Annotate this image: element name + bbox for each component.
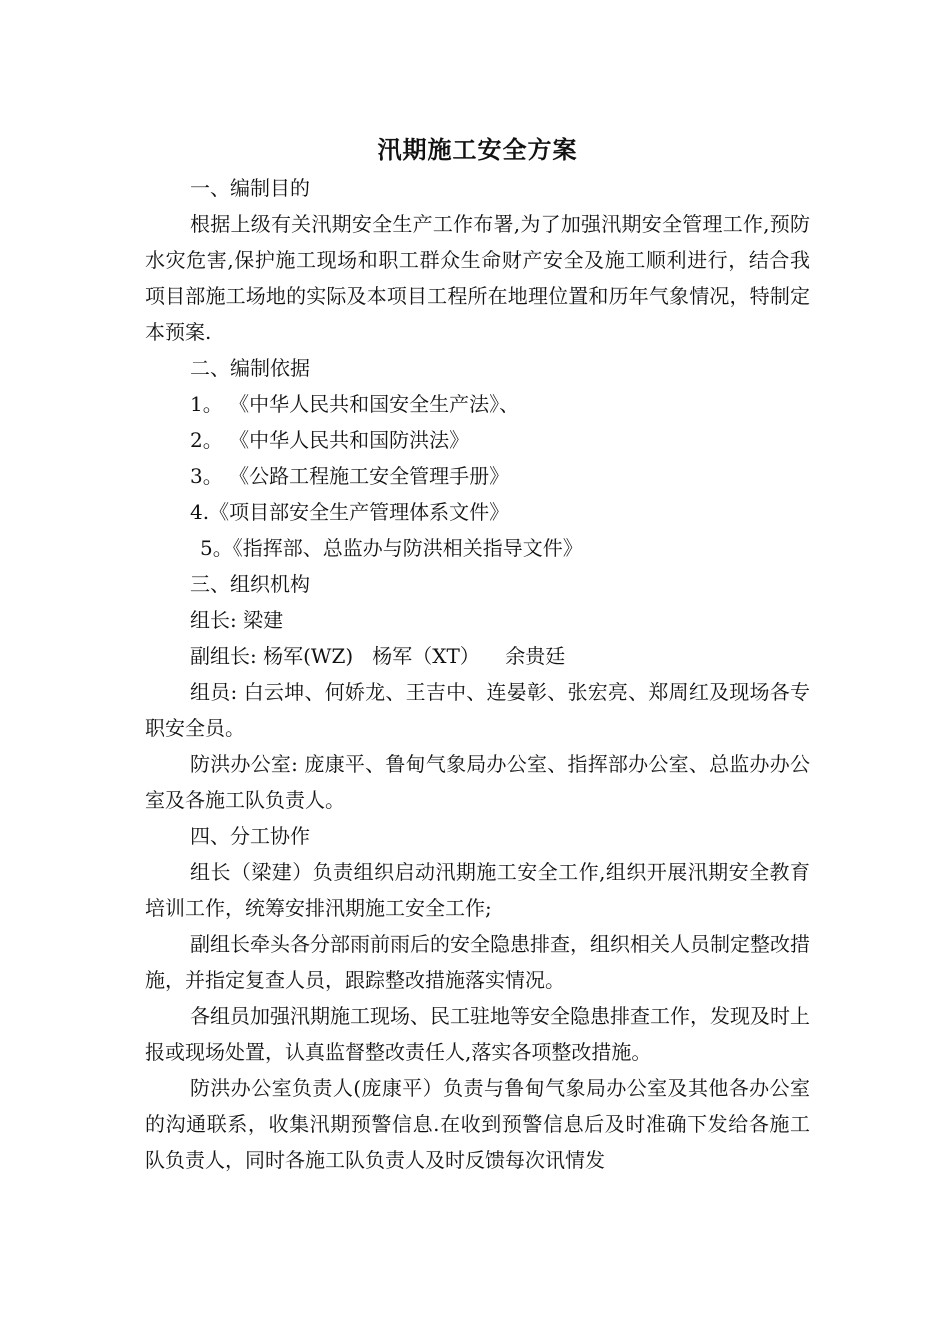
section-heading-division: 四、分工协作 [190, 824, 310, 848]
basis-item-3: 3。 《公路工程施工安全管理手册》 [190, 464, 510, 488]
basis-item-5: 5。《指挥部、总监办与防洪相关指导文件》 [200, 536, 583, 560]
division-paragraph-4: 防洪办公室负责人(庞康平）负责与鲁甸气象局办公室及其他各办公室的沟通联系，收集汛期预警信息.在收到预警信息后及时准确下发给各施工队负责人，同时各施工队负责人及时反馈每次讯情发 [145, 1076, 810, 1172]
document-body [145, 130, 810, 1178]
org-flood-office: 防洪办公室: 庞康平、鲁甸气象局办公室、指挥部办公室、总监办办公室及各施工队负责人。 [145, 752, 810, 812]
division-paragraph-2: 副组长牵头各分部雨前雨后的安全隐患排查，组织相关人员制定整改措施，并指定复查人员，跟踪整改措施落实情况。 [145, 932, 810, 992]
org-members: 组员: 白云坤、何娇龙、王吉中、连晏彰、张宏亮、郑周红及现场各专职安全员。 [145, 680, 810, 740]
section-heading-purpose: 一、编制目的 [190, 176, 310, 200]
division-paragraph-1: 组长（梁建）负责组织启动汛期施工安全工作,组织开展汛期安全教育培训工作，统筹安排汛期施工安全工作; [145, 860, 810, 920]
division-paragraph-3: 各组员加强汛期施工现场、民工驻地等安全隐患排查工作，发现及时上报或现场处置，认真监督整改责任人,落实各项整改措施。 [145, 1004, 810, 1064]
paragraph-purpose: 根据上级有关汛期安全生产工作布署,为了加强汛期安全管理工作,预防水灾危害,保护施工现场和职工群众生命财产安全及施工顺利进行，结合我项目部施工场地的实际及本项目工程所在地理位置和历年气象情况，特制定本预案. [145, 212, 810, 344]
org-deputy: 副组长: 杨军(WZ) 杨军（XT） 余贵廷 [190, 644, 566, 668]
section-heading-basis: 二、编制依据 [190, 356, 310, 380]
section-heading-organization: 三、组织机构 [190, 572, 310, 596]
basis-item-2: 2。 《中华人民共和国防洪法》 [190, 428, 470, 452]
document-title: 汛期施工安全方案 [377, 136, 578, 164]
basis-item-4: 4.《项目部安全生产管理体系文件》 [190, 500, 510, 524]
org-leader: 组长: 梁建 [190, 608, 284, 632]
basis-item-1: 1。 《中华人民共和国安全生产法》、 [190, 392, 520, 416]
